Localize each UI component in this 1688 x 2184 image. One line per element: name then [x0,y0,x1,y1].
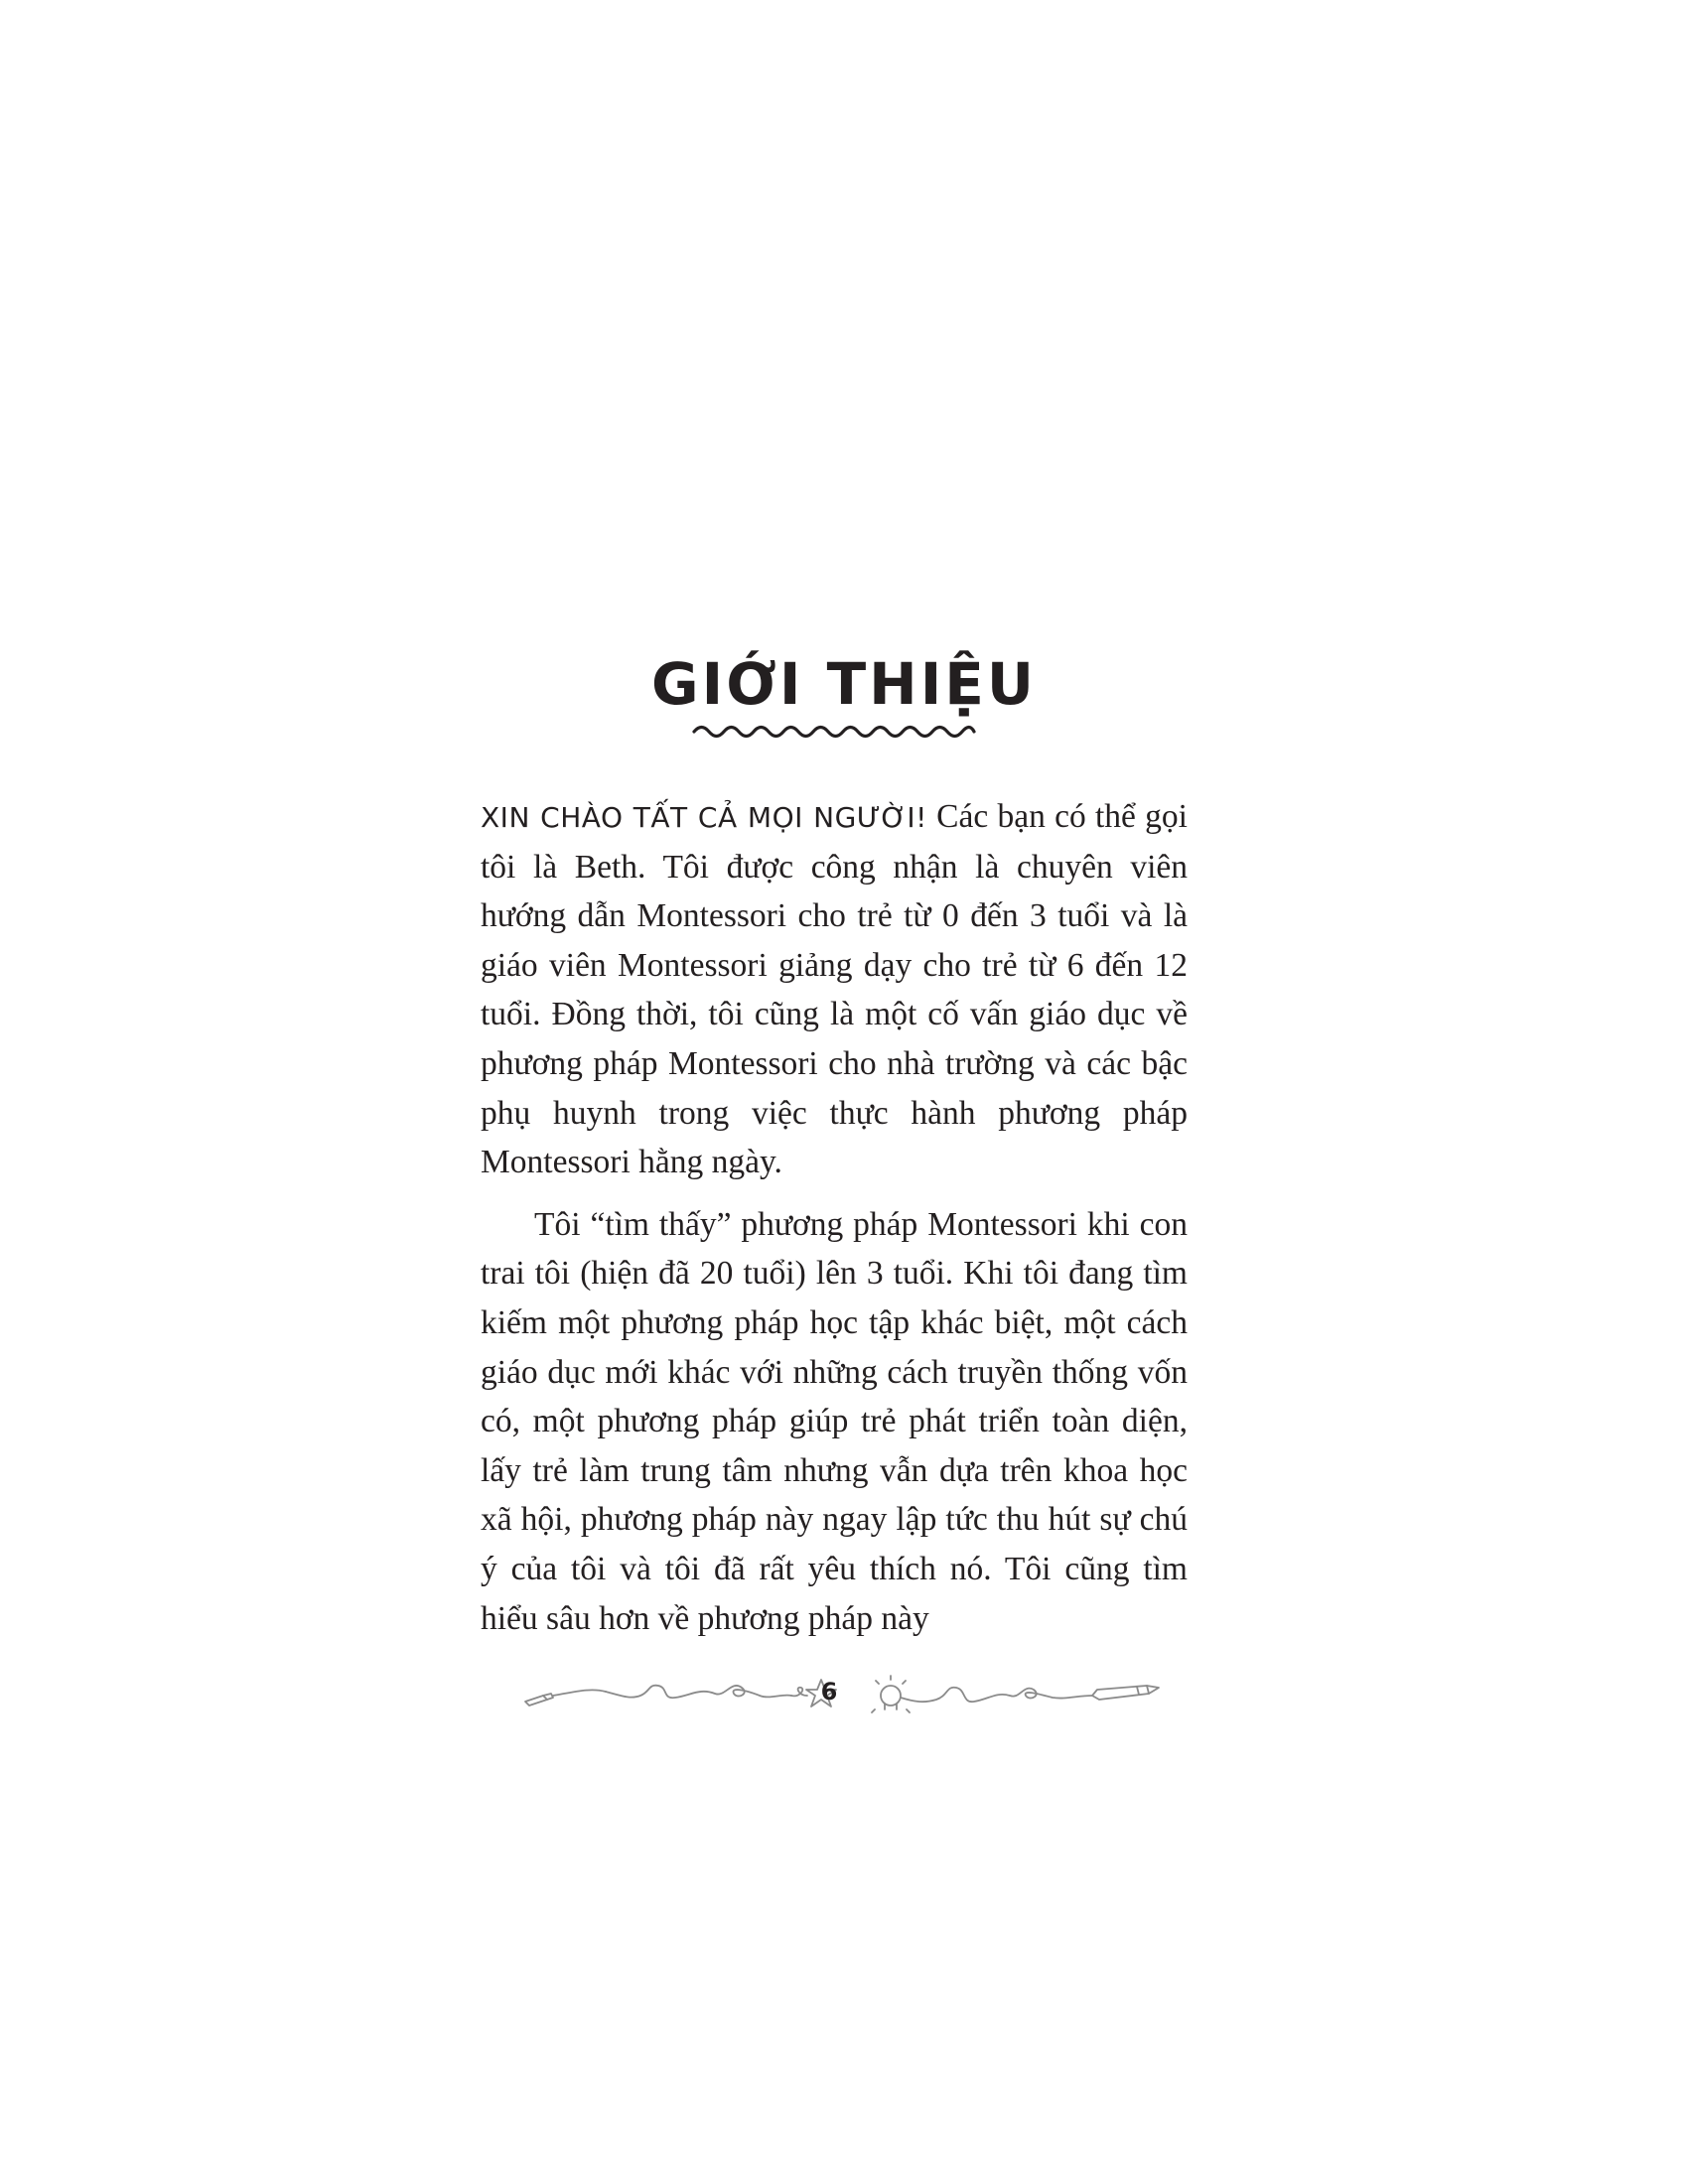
paragraph-2: Tôi “tìm thấy” phương pháp Montessori khi con trai tôi (hiện đã 20 tuổi) lên 3 tuổi. Khi tôi đang tìm kiếm một phương pháp học tập khác biệt, một cách giáo dục mới khác với những cách truyền thống vốn có, một phương pháp giúp trẻ phát triển toàn diện, lấy trẻ làm trung tâm nhưng vẫn dựa trên khoa học xã hội, phương pháp này ngay lập tức thu hút sự chú ý của tôi và tôi đã rất yêu thích nó. Tôi cũng tìm hiểu sâu hơn về phương pháp này [481,1205,1188,1637]
wavy-underline-icon [690,720,978,744]
paintbrush-star-doodle-icon [525,1680,836,1706]
greeting-lead-in: XIN CHÀO TẤT CẢ MỌI NGƯỜI! [481,801,927,834]
page-number: 6 [820,1678,838,1706]
paragraph-1-text: Các bạn có thể gọi tôi là Beth. Tôi được công nhận là chuyên viên hướng dẫn Montessori cho trẻ từ 0 đến 3 tuổi và là giáo viên Montessori giảng dạy cho trẻ từ 6 đến 12 tuổi. Đồng thời, tôi cũng là một cố vấn giáo dục về phương pháp Montessori cho nhà trường và các bậc phụ huynh trong việc thực hành phương pháp Montessori hằng ngày. [481,798,1188,1181]
lightbulb-pencil-doodle-icon [872,1676,1159,1712]
body-text [481,792,1188,1643]
chapter-title: GIỚI THIỆU [650,650,1038,718]
paragraph-1 [481,792,1188,1187]
